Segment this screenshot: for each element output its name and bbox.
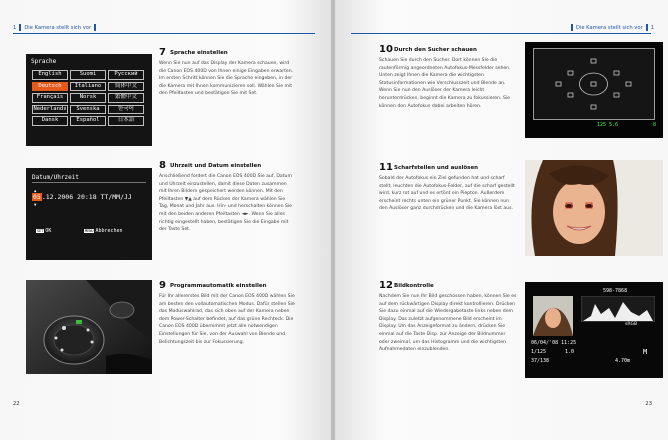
right-header-bar-start — [571, 24, 573, 31]
language-option: Norsk — [70, 93, 106, 103]
portrait-illustration — [525, 160, 663, 256]
language-option: Svenska — [70, 105, 106, 115]
language-option: 繁體中文 — [108, 93, 144, 103]
step-number: 7 — [159, 47, 166, 58]
language-option: 简体中文 — [108, 82, 144, 92]
viewfinder-focus-indicator: 8 — [653, 122, 657, 128]
arrow-down-icon: ▼ — [34, 202, 37, 207]
language-option: Русский — [108, 70, 144, 80]
ok-label: OK — [45, 228, 52, 234]
review-image-number: 37/138 — [531, 358, 550, 364]
image-review-screenshot — [525, 282, 663, 378]
page-number-left: 22 — [13, 401, 20, 407]
language-option: English — [32, 70, 68, 80]
step-body: Sobald der Autofokus ein Ziel gefunden hat und scharf stellt, leuchten die Autofokus-Felder, auf die scharf gestellt wird, kurz rot auf und es ertönt ein Piepton. Außerdem erscheint rechts unten ein grüner Punkt. Sie können nun den Auslöser ganz durchdrücken und die Kamera löst aus. — [379, 176, 515, 212]
language-option: Français — [32, 93, 68, 103]
cancel-label: Abbrechen — [95, 228, 123, 234]
step-body: Nachdem Sie nun Ihr Bild geschossen haben, können Sie es auf dem rückwärtigen Display direkt kontrollieren. Drücken Sie dazu einmal auf die Wiedergabetaste links neben dem Display. Das zuletzt aufgenommene Bild erscheint im Display. Um das Anzeigeformat zu ändern, drücken Sie einmal auf die Taste Disp. zur Anzeige der Bildnummer oder zweimal, um das Histogramm und die wichtigsten Aufnahmedaten einzublenden. — [379, 294, 517, 353]
language-option: Español — [70, 116, 106, 126]
step-body: Schauen Sie durch den Sucher. Dort können Sie die rautenförmig angeordneten Autofokus-Messfelder sehen. Unten zeigt Ihnen die Kamera die wichtigsten Statusinformationen wie Verschlusszeit und Blende an. Wenn Sie nun den Auslöser der Kamera leicht herunterdrücken, beginnt die Kamera zu fokussieren. Sie können den Autofokus dabei arbeiten hören. — [379, 58, 511, 109]
step-number: 11 — [379, 162, 393, 173]
review-shutter: 1/125 — [531, 349, 547, 355]
date-lcd-divider — [32, 182, 146, 183]
language-option: Suomi — [70, 70, 106, 80]
left-running-header — [13, 24, 99, 31]
right-header-rule — [351, 33, 651, 34]
menu-key-icon: MENU — [85, 229, 94, 233]
af-points-icon — [534, 49, 654, 119]
set-key-icon: SET — [37, 229, 44, 233]
language-option: 한국어 — [108, 105, 144, 115]
review-color-space: sRGB — [625, 322, 638, 327]
left-header-text: Die Kamera stellt sich vor — [24, 25, 92, 31]
review-aperture: 1.0 — [565, 349, 575, 355]
language-option: Dansk — [32, 116, 68, 126]
step-title: Uhrzeit und Datum einstellen — [170, 163, 262, 169]
step-body: Für Ihr allererstes Bild mit der Canon EOS 400D wählen Sie am besten den vollautomatischen Modus. Dafür stellen Sie das Moduswahlrad, das sich oben auf der Kamera neben dem Power-Schalter befindet, auf das grüne Rechteck. Die Canon EOS 400D übernimmt jetzt alle notwendigen Einstellungen für Sie, von der Auswahl von Blende und Belichtungszeit bis zur Fokussierung. — [159, 294, 295, 345]
step-number: 9 — [159, 280, 166, 291]
language-option: Italiano — [70, 82, 106, 92]
step-number: 12 — [379, 280, 393, 291]
step-body: Anschließend fordert die Canon EOS 400D Sie auf, Datum und Uhrzeit einzustellen, damit diese Daten zusammen mit Ihren Bildern gespeichert werden können. Mit den Pfeiltasten ▼▲ auf dem Rücken der Kamera wählen Sie Tag, Monat und Jahr aus. Hin- und herschalten können Sie mit den beiden anderen Pfeiltasten ◄►. Wenn Sie alles richtig eingestellt haben, bestätigen Sie die Eingabe mit der Taste Set. — [159, 174, 292, 233]
date-lcd-screenshot — [26, 168, 152, 260]
left-header-bar-end — [94, 24, 96, 31]
date-ok-hint — [36, 228, 51, 234]
review-file-size: 4.70m — [615, 358, 631, 364]
viewfinder-exposure-readout: 125 5.6 — [597, 122, 619, 128]
right-running-header — [568, 24, 654, 31]
viewfinder-screenshot — [525, 42, 663, 138]
viewfinder-frame — [533, 48, 655, 120]
camera-body-illustration — [26, 280, 152, 374]
date-day-selected: 05 — [33, 193, 41, 201]
language-option: 日本語 — [108, 116, 144, 126]
step-title: Bildkontrolle — [394, 283, 434, 289]
right-header-text: Die Kamera stellt sich vor — [575, 25, 643, 31]
review-date: 06/04/'08 11:25 — [531, 340, 577, 346]
step-title: Sprache einstellen — [170, 50, 228, 56]
date-cancel-hint — [84, 228, 123, 234]
step-title: Scharfstellen und auslösen — [394, 165, 479, 171]
page-number-right: 23 — [645, 401, 652, 407]
step-title: Durch den Sucher schauen — [394, 47, 477, 53]
language-lcd-screenshot — [26, 54, 152, 146]
arrow-up-icon: ▲ — [34, 188, 37, 193]
portrait-photo — [525, 160, 663, 256]
left-header-bar — [19, 24, 21, 31]
language-option-selected: Deutsch — [32, 82, 68, 92]
date-lcd-title: Datum/Uhrzeit — [32, 174, 79, 181]
language-grid — [32, 70, 146, 126]
histogram-icon — [581, 296, 655, 322]
left-header-rule — [13, 33, 315, 34]
left-page — [0, 0, 331, 440]
right-header-number: 1 — [650, 25, 654, 31]
step-number: 10 — [379, 44, 393, 55]
step-title: Programmautomatik einstellen — [170, 283, 267, 289]
review-thumbnail — [533, 296, 573, 336]
camera-mode-dial-photo — [26, 280, 152, 374]
step-body: Wenn Sie nun auf das Display der Kamera schauen, wird die Canon EOS 400D von Ihnen einige Eingaben erwarten. Im ersten Schritt können Sie die Sprache eingeben, in der die Kamera mit Ihnen kommunizieren soll. Wählen Sie mit den Pfeiltasten und bestätigen Sie mit Set. — [159, 61, 294, 97]
right-page — [335, 0, 668, 440]
date-rest: .12.2006 20:18 TT/MM/JJ — [41, 193, 132, 201]
language-lcd-title: Sprache — [31, 58, 57, 65]
step-number: 8 — [159, 160, 166, 171]
right-header-bar — [646, 24, 648, 31]
left-header-number: 1 — [13, 25, 17, 31]
date-time-value — [32, 193, 132, 201]
review-file-number: 598-7868 — [603, 288, 628, 294]
review-quality: M — [643, 348, 648, 356]
language-option: Nederlands — [32, 105, 68, 115]
